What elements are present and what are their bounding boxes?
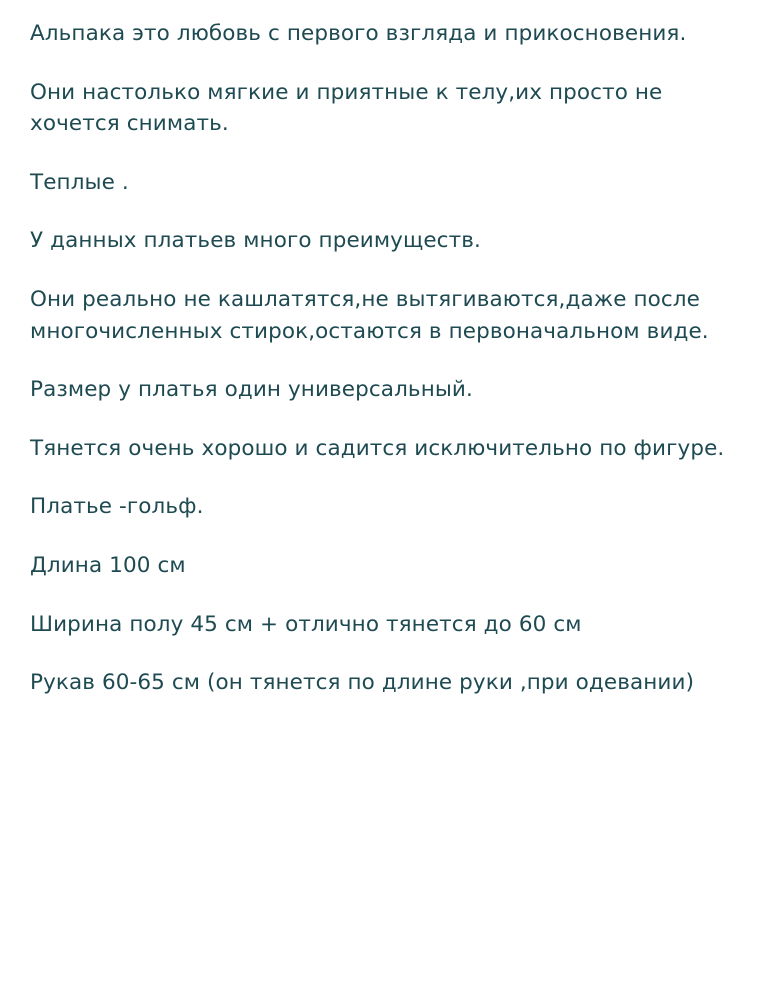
paragraph-2: Они настолько мягкие и приятные к телу,их просто не хочется снимать. [30,79,670,137]
paragraph-11: Рукав 60-65 см (он тянется по длине руки ,при одевании) [30,670,695,696]
paragraph-10: Ширина полу 45 см + отлично тянется до 60 см [30,611,582,637]
paragraph-4: У данных платьев много преимуществ. [30,228,481,254]
paragraph-7: Тянется очень хорошо и садится исключительно по фигуре. [30,435,725,461]
paragraph-1: Альпака это любовь с первого взгляда и прикосновения. [30,21,687,46]
paragraph-3: Теплые . [30,169,129,195]
paragraph-6: Размер у платья один универсальный. [30,377,473,403]
paragraph-5: Они реально не кашлатятся,не вытягиваются,даже после многочисленных стирок,остаются в первоначальном виде. [30,286,709,344]
paragraph-8: Платье -гольф. [30,494,204,520]
document-text-body [30,18,747,699]
paragraph-9: Длина 100 см [30,552,186,578]
